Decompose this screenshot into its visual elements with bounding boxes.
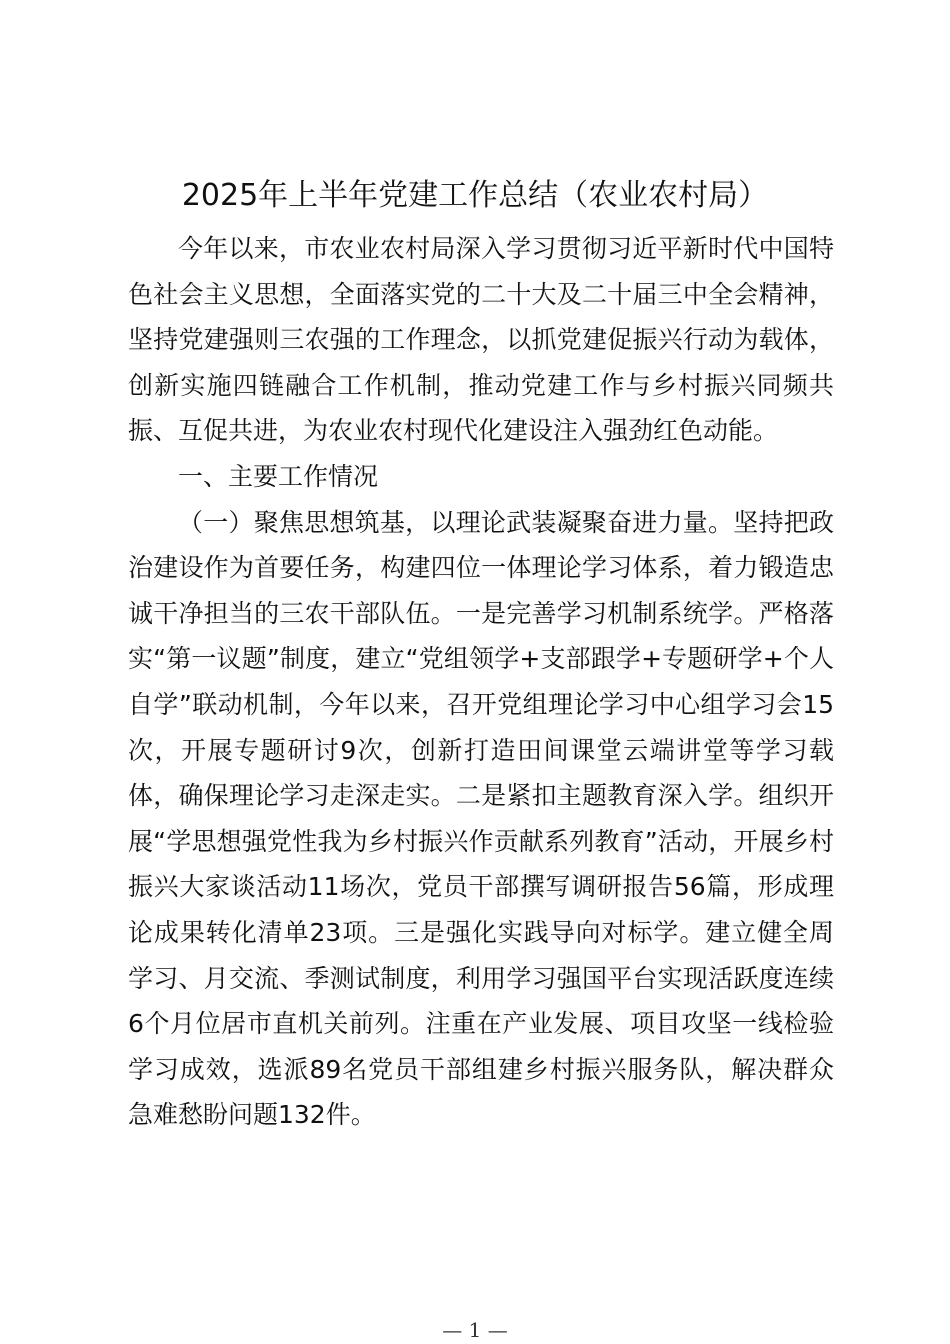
section-paragraph: （一）聚焦思想筑基，以理论武装凝聚奋进力量。坚持把政治建设作为首要任务，构建四位一体理论学习体系，着力锻造忠诚干净担当的三农干部队伍。一是完善学习机制系统学。严格落实“第一议题”制度，建立“党组领学+支部跟学+专题研学+个人自学”联动机制，今年以来，召开党组理论学习中心组学习会15次，开展专题研讨9次，创新打造田间课堂云端讲堂等学习载体，确保理论学习走深走实。二是紧扣主题教育深入学。组织开展“学思想强党性我为乡村振兴作贡献系列教育”活动，开展乡村振兴大家谈活动11场次，党员干部撰写调研报告56篇，形成理论成果转化清单23项。三是强化实践导向对标学。建立健全周学习、月交流、季测试制度，利用学习强国平台实现活跃度连续6个月位居市直机关前列。注重在产业发展、项目攻坚一线检验学习成效，选派89名党员干部组建乡村振兴服务队，解决群众急难愁盼问题132件。 bbox=[128, 507, 834, 1130]
page-number: — 1 — bbox=[442, 1318, 508, 1342]
intro-paragraph: 今年以来，市农业农村局深入学习贯彻习近平新时代中国特色社会主义思想，全面落实党的二十大及二十届三中全会精神，坚持党建强则三农强的工作理念，以抓党建促振兴行动为载体，创新实施四链融合工作机制，推动党建工作与乡村振兴同频共振、互促共进，为农业农村现代化建设注入强劲红色动能。 bbox=[128, 234, 834, 446]
section-heading: 一、主要工作情况 bbox=[178, 461, 379, 491]
document-title: 2025年上半年党建工作总结（农业农村局） bbox=[181, 178, 769, 213]
document-body bbox=[128, 226, 834, 1138]
